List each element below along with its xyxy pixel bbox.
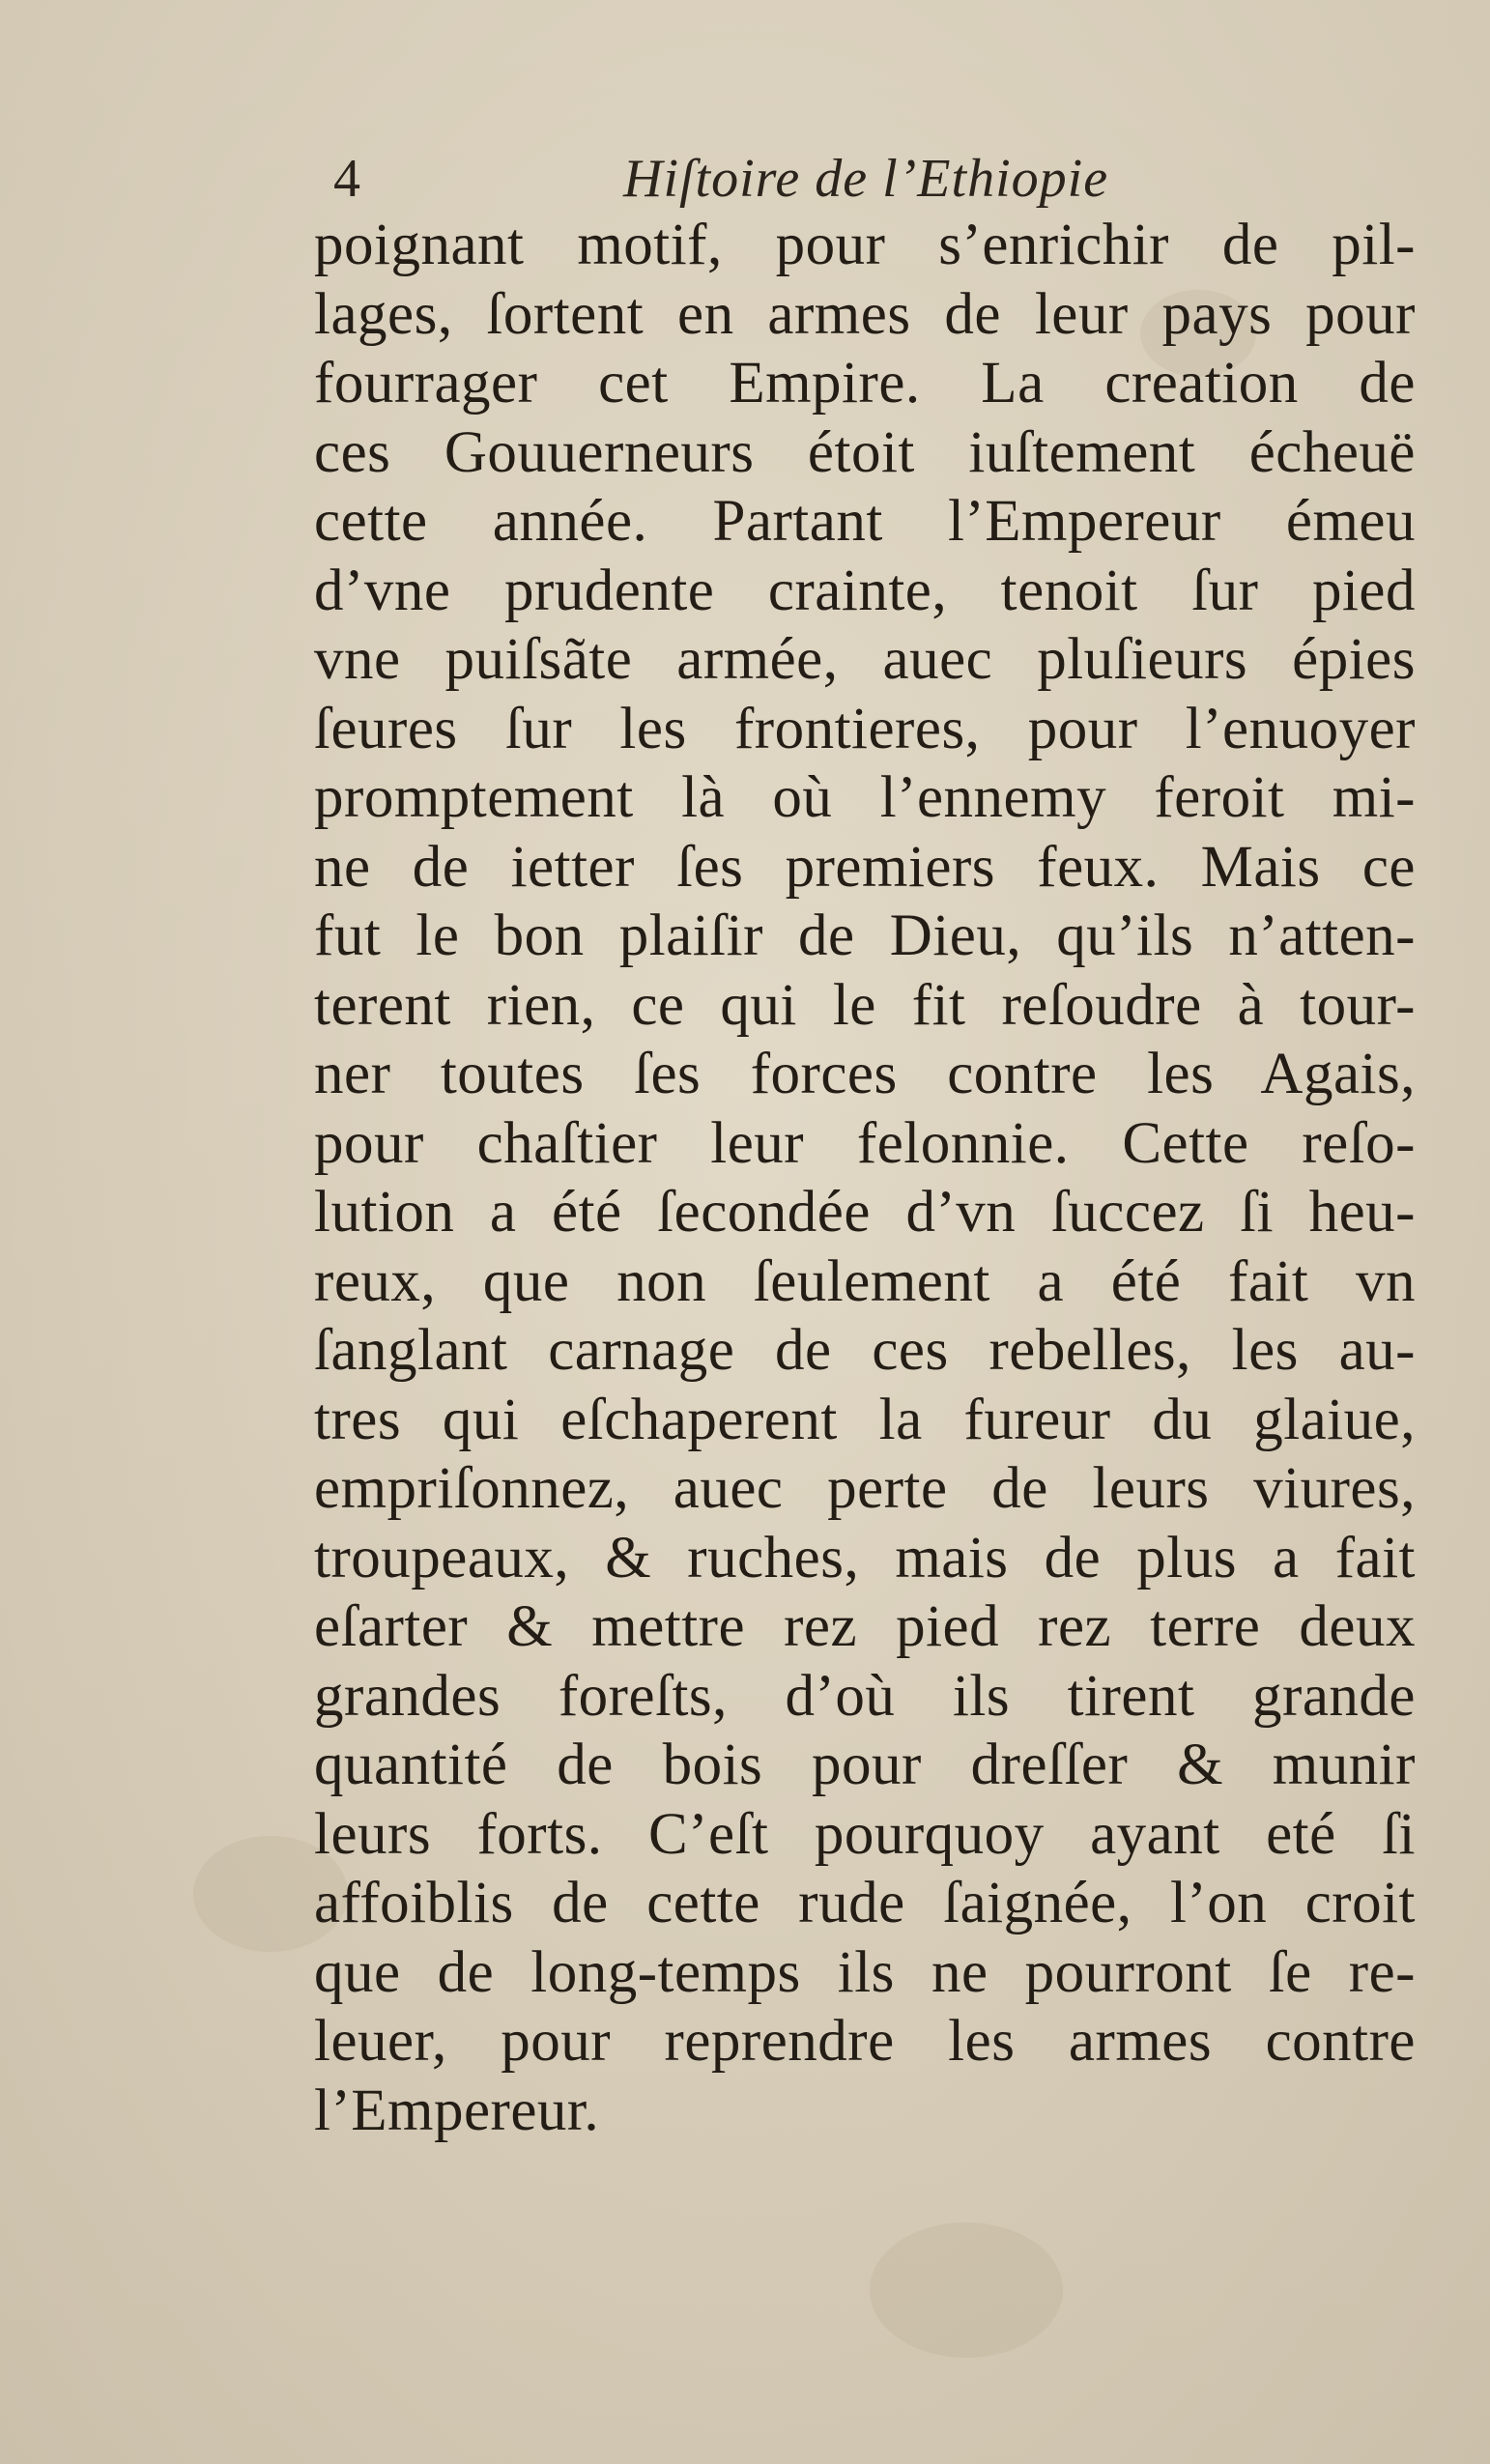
text-line: lution a été ſecondée d’vn ſuccez ſi heu- (314, 1180, 1416, 1245)
text-line: troupeaux, & ruches, mais de plus a fait (314, 1525, 1416, 1590)
text-line: leuer, pour reprendre les armes contre (314, 2009, 1416, 2074)
text-line: ces Gouuerneurs étoit iuſtement écheuë (314, 419, 1416, 485)
text-line: pour chaſtier leur felonnie. Cette reſo- (314, 1110, 1416, 1176)
text-line: ſeures ſur les frontieres, pour l’enuoyer (314, 696, 1416, 761)
text-line: que de long-temps ils ne pourront ſe re- (314, 1939, 1416, 2005)
text-line: terent rien, ce qui le fit reſoudre à tour- (314, 972, 1416, 1038)
body-text (314, 211, 1416, 2145)
text-line: tres qui eſchaperent la fureur du glaiue, (314, 1387, 1416, 1452)
text-line: grandes foreſts, d’où ils tirent grande (314, 1663, 1416, 1729)
text-line: poignant motif, pour s’enrichir de pil- (314, 213, 1416, 277)
text-line: lages, ſortent en armes de leur pays pour (314, 281, 1416, 347)
paper-stain (870, 2222, 1063, 2358)
page-number: 4 (333, 149, 360, 209)
text-line: affoiblis de cette rude ſaignée, l’on croit (314, 1871, 1416, 1935)
text-line: reux, que non ſeulement a été fait vn (314, 1248, 1416, 1314)
text-line: vne puiſsãte armée, auec pluſieurs épies (314, 627, 1416, 692)
running-title: Hiſtoire de l’Ethiopie (623, 149, 1109, 209)
page-header (333, 145, 1396, 213)
text-line: empriſonnez, auec perte de leurs viures, (314, 1456, 1416, 1521)
text-line: promptement là où l’ennemy feroit mi- (314, 765, 1416, 830)
text-line: cette année. Partant l’Empereur émeu (314, 489, 1416, 554)
text-line: fourrager cet Empire. La creation de (314, 351, 1416, 415)
text-line: ſanglant carnage de ces rebelles, les au- (314, 1318, 1416, 1383)
text-line: fut le bon plaiſir de Dieu, qu’ils n’atten- (314, 903, 1416, 968)
text-line: eſarter & mettre rez pied rez terre deux (314, 1594, 1416, 1659)
text-line: d’vne prudente crainte, tenoit ſur pied (314, 558, 1416, 623)
text-line: quantité de bois pour dreſſer & munir (314, 1733, 1416, 1797)
text-line: ne de ietter ſes premiers feux. Mais ce (314, 834, 1416, 900)
text-line: l’Empereur. (314, 2077, 600, 2143)
text-line: leurs forts. C’eſt pourquoy ayant eté ſi (314, 1801, 1416, 1867)
text-line: ner toutes ſes forces contre les Agais, (314, 1042, 1416, 1106)
